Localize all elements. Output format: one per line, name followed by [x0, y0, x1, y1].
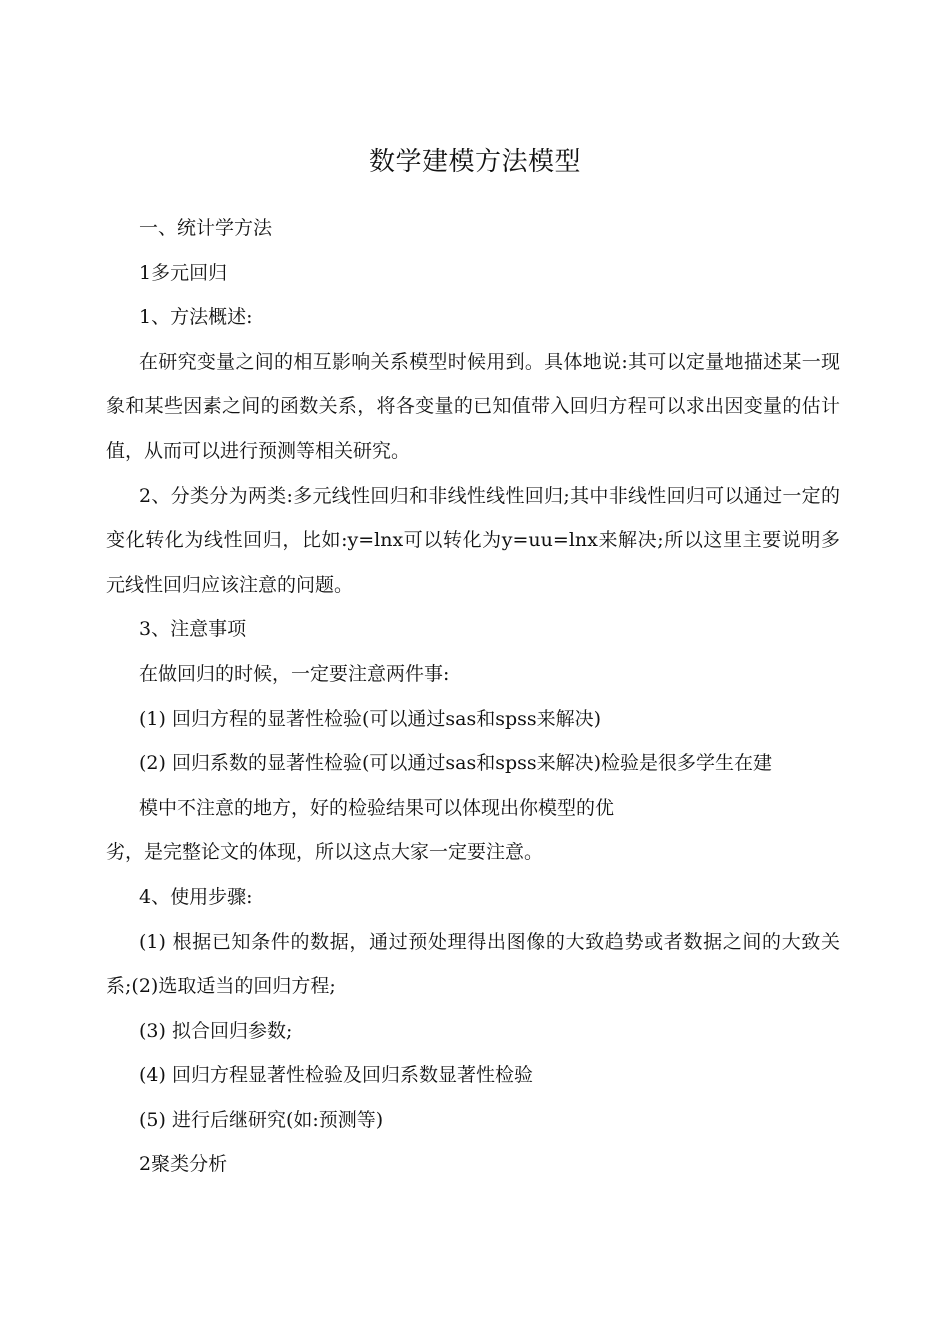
document-title: 数学建模方法模型	[368, 147, 581, 177]
item-heading: 1、方法概述:	[139, 306, 253, 329]
subsection-heading: 2聚类分析	[139, 1153, 228, 1176]
document-body	[106, 206, 840, 1187]
list-item-continuation: 模中不注意的地方，好的检验结果可以体现出你模型的优	[139, 796, 615, 819]
section-heading: 一、统计学方法	[139, 217, 273, 239]
item-heading: 3、注意事项	[139, 618, 247, 641]
list-item: (5) 进行后继研究(如:预测等)	[139, 1108, 384, 1131]
subsection-heading: 1多元回归	[139, 261, 228, 284]
list-item: (4) 回归方程显著性检验及回归系数显著性检验	[139, 1064, 533, 1087]
list-item: (1) 根据已知条件的数据，通过预处理得出图像的大致趋势或者数据之间的大致关系;(2)选取适当的回归方程;	[106, 930, 840, 998]
body-paragraph: 在研究变量之间的相互影响关系模型时候用到。具体地说:其可以定量地描述某一现象和某些因素之间的函数关系，将各变量的已知值带入回归方程可以求出因变量的估计值，从而可以进行预测等相关研究。	[106, 350, 840, 462]
list-item: (2) 回归系数的显著性检验(可以通过sas和spss来解决)检验是很多学生在建	[139, 752, 773, 775]
list-item: (3) 拟合回归参数;	[139, 1019, 293, 1042]
list-item-continuation: 劣，是完整论文的体现，所以这点大家一定要注意。	[106, 841, 544, 864]
body-paragraph: 2、分类分为两类:多元线性回归和非线性线性回归;其中非线性回归可以通过一定的变化转化为线性回归，比如:y=lnx可以转化为y=uu=lnx来解决;所以这里主要说明多元线性回归应该注意的问题。	[106, 484, 840, 596]
item-heading: 4、使用步骤:	[139, 885, 253, 908]
body-paragraph: 在做回归的时候，一定要注意两件事:	[139, 662, 450, 685]
list-item: (1) 回归方程的显著性检验(可以通过sas和spss来解决)	[139, 707, 602, 730]
